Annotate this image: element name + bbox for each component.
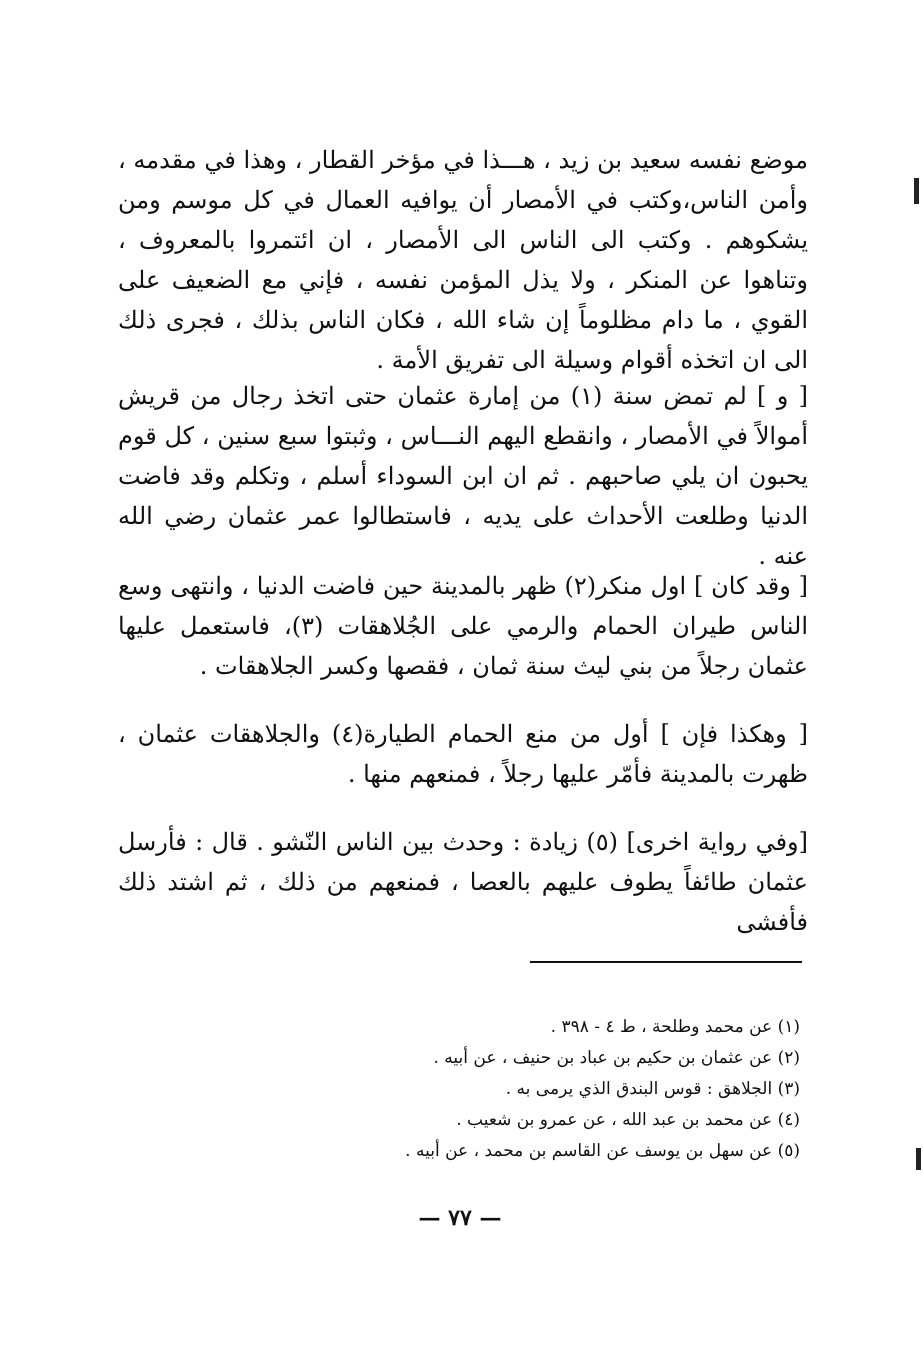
paragraph-1: موضع نفسه سعيد بن زيد ، هـــذا في مؤخر القطار ، وهذا في مقدمه ، وأمن الناس،وكتب في الأمصار أن يوافيه العمال في كل موسم ومن يشكوهم . وكتب الى الناس الى الأمصار ، ان ائتمروا بالمعروف ، وتناهوا عن المنكر ، ولا يذل المؤمن نفسه ، فإني مع الضعيف على القوي ، ما دام مظلوماً إن شاء الله ، فكان الناس بذلك ، فجرى ذلك الى ان اتخذه أقوام وسيلة الى تفريق الأمة .: [118, 146, 808, 374]
footnote-2: (٢) عن عثمان بن حكيم بن عباد بن حنيف ، عن أبيه .: [433, 1048, 800, 1068]
footnote-1: (١) عن محمد وطلحة ، ط ٤ - ٣٩٨ .: [550, 1017, 800, 1037]
footnote-5: (٥) عن سهل بن يوسف عن القاسم بن محمد ، عن أبيه .: [405, 1141, 800, 1161]
margin-mark: [916, 1148, 921, 1170]
paragraph-3: [ وقد كان ] اول منكر(٢) ظهر بالمدينة حين فاضت الدنيا ، وانتهى وسع الناس طيران الحمام والرمي على الجُلاهقات (٣)، فاستعمل عليها عثمان رجلاً من بني ليث سنة ثمان ، فقصها وكسر الجلاهقات .: [118, 572, 808, 680]
paragraph-4: [ وهكذا فإن ] أول من منع الحمام الطيارة(٤) والجلاهقات عثمان ، ظهرت بالمدينة فأمّر عليها رجلاً ، فمنعهم منها .: [118, 720, 808, 788]
paragraph-5: [وفي رواية اخرى] (٥) زيادة : وحدث بين الناس النّشو . قال : فأرسل عثمان طائفاً يطوف عليهم بالعصا ، فمنعهم من ذلك ، ثم اشتد ذلك فأفشى: [118, 828, 808, 936]
page-number: — ٧٧ —: [418, 1205, 502, 1231]
margin-mark: [914, 178, 919, 204]
paragraph-2: [ و ] لم تمض سنة (١) من إمارة عثمان حتى اتخذ رجال من قريش أموالاً في الأمصار ، وانقطع اليهم النـــاس ، وثبتوا سبع سنين ، كل قوم يحبون ان يلي صاحبهم . ثم ان ابن السوداء أسلم ، وتكلم وقد فاضت الدنيا وطلعت الأحداث على يديه ، فاستطالوا عمر عثمان رضي الله عنه .: [118, 382, 808, 570]
footnote-divider: [530, 961, 802, 963]
footnotes: [300, 1012, 800, 1167]
footnote-4: (٤) عن محمد بن عبد الله ، عن عمرو بن شعيب .: [456, 1110, 800, 1130]
footnote-3: (٣) الجلاهق : قوس البندق الذي يرمى به .: [505, 1079, 800, 1099]
